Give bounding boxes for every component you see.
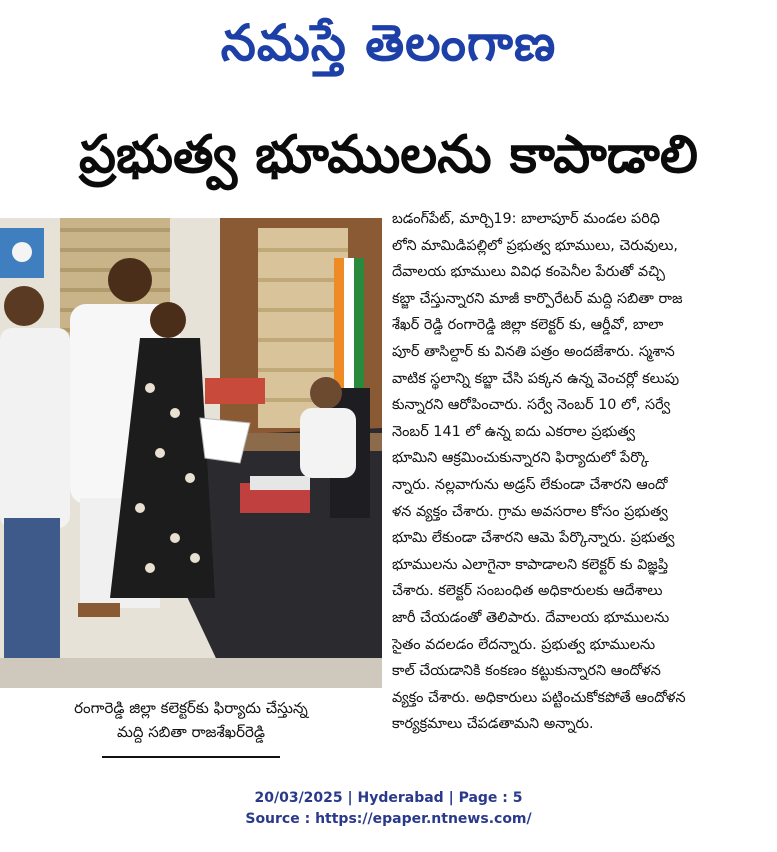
article-line: శేఖర్ రెడ్డి రంగారెడ్డి జిల్లా కలెక్టర్ కు, ఆర్డీవో, బాలా [392,317,664,334]
article-body [392,206,770,766]
article-line: సైతం వదలడం లేదన్నారు. ప్రభుత్వ భూములను [392,636,656,653]
article-line: జారీ చేయడంతో తెలిపారు. దేవాలయ భూములను [392,609,670,626]
article-line: చేశారు. కలెక్టర్ సంబంధిత అధికారులకు ఆదేశాలు [392,583,663,600]
article-line: కాల్ చేయడానికి కంకణం కట్టుకున్నారని ఆందోళన [392,663,661,680]
caption-line-1: రంగారెడ్డి జిల్లా కలెక్టర్‌కు ఫిర్యాదు చేస్తున్న [74,699,308,717]
photo-caption [0,690,382,761]
article-line: న్నారు. నల్లవాగును అడ్రస్ లేకుండా చేశారని ఆందో [392,476,668,493]
article-line: దేవాలయ భూములు వివిధ కంపెనీల పేరుతో వచ్చి [392,264,665,281]
article-line: లోని మామిడిపల్లిలో ప్రభుత్వ భూములు, చెరువులు, [392,237,678,254]
caption-underline [102,756,280,758]
article-line: ళన వ్యక్తం చేశారు. గ్రామ అవసరాల కోసం ప్రభుత్వ [392,503,668,520]
article-line: కార్యక్రమాలు చేపడతామని అన్నారు. [392,716,594,733]
article-line: వ్యక్తం చేశారు. అధికారులు పట్టించుకోకపోతే ఆందోళన [392,689,686,706]
headline: ప్రభుత్వ భూములను కాపాడాలి [79,125,698,185]
article-line: పూర్ తాసిల్దార్ కు వినతి పత్రం అందజేశారు. స్మశాన [392,343,675,360]
article-line: బడంగ్‌పేట్, మార్చి19: బాలాపూర్ మండల పరిధి [392,211,660,227]
article-line: భూములను ఎలాగైనా కాపాడాలని కలెక్టర్ కు విజ్ఞప్తి [392,556,669,573]
article-line: కబ్జా చేస్తున్నారని మాజీ కార్పొరేటర్ మద్ది సబితా రాజ [392,290,683,307]
page-footer [0,788,777,830]
footer-source-link[interactable]: Source : https://epaper.ntnews.com/ [245,811,532,827]
article-line: భూమి లేకుండా చేశారని ఆమె పేర్కొన్నారు. ప్రభుత్వ [392,530,675,547]
caption-line-2: మద్ది సబితా రాజశేఖర్‌రెడ్డి [117,723,265,741]
footer-meta: 20/03/2025 | Hyderabad | Page : 5 [254,790,523,806]
article-line: భూమిని ఆక్రమించుకున్నారని ఫిర్యాదులో పేర్కొ [392,450,649,467]
article-line: వాటిక స్థలాన్ని కబ్జా చేసి పక్కన ఉన్న వెంచర్లో కలుపు [392,370,680,387]
article-line: కున్నారని ఆరోపించారు. సర్వే నెంబర్ 10 లో, సర్వే [392,397,671,414]
news-photo [0,218,382,688]
masthead-logo: నమస్తే తెలంగాణ [220,14,557,72]
article-line: నెంబర్ 141 లో ఉన్న ఐదు ఎకరాల ప్రభుత్వ [392,423,636,440]
news-photo-illustration [0,218,382,688]
